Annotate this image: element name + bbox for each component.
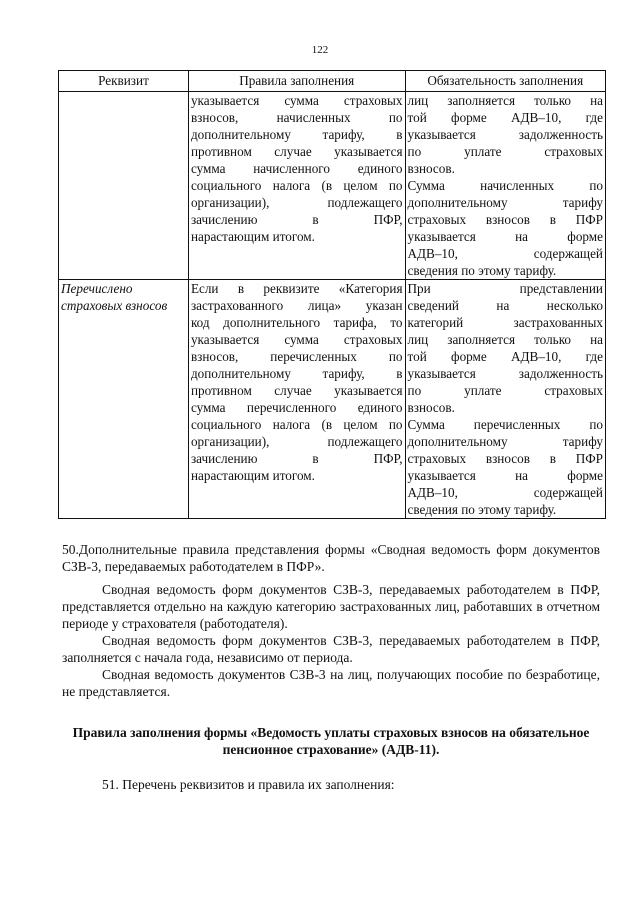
obligation-line: дополнительному тарифу — [407, 434, 603, 449]
obligation-cell — [405, 92, 605, 280]
paragraph-50: 50.Дополнительные правила представления формы «Сводная ведомость форм документов СЗВ-3, передаваемых работодателем в ПФР». — [62, 542, 600, 574]
obligation-line: сведения по этому тарифу. — [407, 502, 557, 517]
rules-line: взносов, начисленных по — [190, 110, 403, 125]
section-51 — [62, 776, 600, 793]
table-row — [59, 280, 606, 519]
rules-line: организации), подлежащего — [190, 195, 403, 210]
page-number: 122 — [311, 44, 329, 56]
obligation-line: страховых взносов в ПФР — [407, 451, 603, 466]
rules-line: противном случае указывается — [190, 383, 403, 398]
obligation-line: АДВ–10, содержащей — [407, 485, 603, 500]
rules-line: дополнительному тарифу, в — [190, 366, 403, 381]
paragraph-51: 51. Перечень реквизитов и правила их заполнения: — [102, 777, 395, 792]
rules-line: социального налога (в целом по — [190, 417, 403, 432]
rules-line: сумма начисленного единого — [190, 161, 403, 176]
obligation-line: той форме АДВ–10, где — [407, 349, 603, 364]
requisites-table — [58, 70, 606, 519]
rules-line: застрахованного лица» указан — [190, 298, 403, 313]
rules-line: нарастающим итогом. — [190, 229, 315, 244]
requisite-line: страховых взносов — [61, 298, 168, 313]
rules-line: указывается сумма страховых — [190, 332, 403, 347]
rules-cell — [188, 92, 405, 280]
obligation-line: по уплате страховых — [407, 144, 603, 159]
obligation-line: взносов. — [407, 400, 455, 415]
paragraph: Сводная ведомость форм документов СЗВ-3, передаваемых работодателем в ПФР, представляется отдельно на каждую категорию застрахованных лиц, работавших в отчетном периоде у страхователя (работодателя). — [62, 582, 600, 631]
rules-line: взносов, перечисленных по — [190, 349, 403, 364]
rules-line: нарастающим итогом. — [190, 468, 315, 483]
obligation-line: указывается на форме — [407, 229, 603, 244]
rules-line: социального налога (в целом по — [190, 178, 403, 193]
obligation-cell — [405, 280, 605, 519]
obligation-line: категорий застрахованных — [407, 315, 603, 330]
rules-line: зачислению в ПФР, — [190, 451, 403, 466]
obligation-line: сведений на несколько — [407, 298, 603, 313]
rules-line: сумма перечисленного единого — [190, 400, 403, 415]
obligation-line: Сумма перечисленных по — [407, 417, 603, 432]
rules-line: противном случае указывается — [190, 144, 403, 159]
paragraph: Сводная ведомость документов СЗВ-3 на лиц, получающих пособие по безработице, не представляется. — [62, 667, 600, 699]
paragraph: Сводная ведомость форм документов СЗВ-3, передаваемых работодателем в ПФР, заполняется с начала года, независимо от периода. — [62, 633, 600, 665]
table-row — [59, 92, 606, 280]
section-heading: Правила заполнения формы «Ведомость уплаты страховых взносов на обязательное пенсионное страхование» (АДВ-11). — [72, 725, 590, 757]
header-rules: Правила заполнения — [188, 71, 405, 92]
rules-line: Если в реквизите «Категория — [190, 281, 403, 296]
obligation-line: лиц заполняется только на — [407, 332, 603, 347]
table-header-row — [59, 71, 606, 92]
rules-line: дополнительному тарифу, в — [190, 127, 403, 142]
obligation-line: указывается задолженность — [407, 127, 603, 142]
obligation-line: взносов. — [407, 161, 455, 176]
obligation-line: страховых взносов в ПФР — [407, 212, 603, 227]
obligation-line: АДВ–10, содержащей — [407, 246, 603, 261]
requisite-line: Перечислено — [61, 281, 133, 296]
obligation-line: той форме АДВ–10, где — [407, 110, 603, 125]
header-requisite: Реквизит — [59, 71, 189, 92]
obligation-line: сведения по этому тарифу. — [407, 263, 557, 278]
obligation-line: указывается задолженность — [407, 366, 603, 381]
requisite-cell — [59, 280, 189, 519]
obligation-line: дополнительному тарифу — [407, 195, 603, 210]
rules-line: код дополнительного тарифа, то — [190, 315, 403, 330]
obligation-line: При представлении — [407, 281, 603, 296]
obligation-line: лиц заполняется только на — [407, 93, 603, 108]
obligation-line: по уплате страховых — [407, 383, 603, 398]
rules-line: организации), подлежащего — [190, 434, 403, 449]
requisite-cell — [59, 92, 189, 280]
rules-line: указывается сумма страховых — [190, 93, 403, 108]
rules-line: зачислению в ПФР, — [190, 212, 403, 227]
section-50 — [62, 541, 600, 700]
rules-cell — [188, 280, 405, 519]
obligation-line: Сумма начисленных по — [407, 178, 603, 193]
header-obligation: Обязательность заполнения — [405, 71, 605, 92]
obligation-line: указывается на форме — [407, 468, 603, 483]
